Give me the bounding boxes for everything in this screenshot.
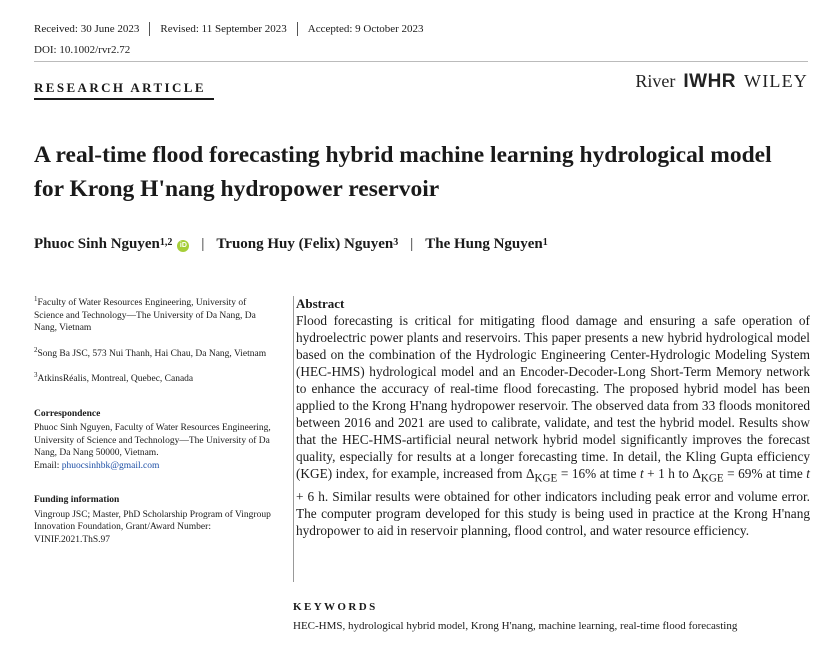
orcid-icon[interactable]: iD xyxy=(177,240,189,252)
river-logo: River xyxy=(635,71,676,91)
correspondence-text: Phuoc Sinh Nguyen, Faculty of Water Resources Engineering, University of Science and Technology—The University of Da Nang, Da Nang 50000, Vietnam. xyxy=(34,423,271,459)
affiliation xyxy=(34,293,276,335)
accepted-date: Accepted: 9 October 2023 xyxy=(307,23,424,35)
affiliation-marker: 1 xyxy=(34,295,38,303)
delta-symbol: Δ xyxy=(525,466,535,481)
received-date: Received: 30 June 2023 xyxy=(34,23,140,35)
author-name[interactable]: Truong Huy (Felix) Nguyen xyxy=(216,236,394,252)
abstract-body xyxy=(296,312,810,539)
time-variable: t xyxy=(639,466,644,481)
doi[interactable]: DOI: 10.1002/rvr2.72 xyxy=(34,44,131,56)
author-affiliation-marker: 3 xyxy=(393,237,399,248)
author-affiliation-marker: 1 xyxy=(542,237,548,248)
funding-heading: Funding information xyxy=(34,495,120,506)
affiliation-text: AtkinsRéalis, Montreal, Quebec, Canada xyxy=(37,374,194,385)
article-type: RESEARCH ARTICLE xyxy=(34,80,206,95)
affiliation xyxy=(34,369,276,386)
keywords-list: HEC-HMS, hydrological hybrid model, Krong H'nang, machine learning, real-time flood forecasting xyxy=(293,620,738,632)
author-affiliation-marker: 1,2 xyxy=(159,237,173,248)
affiliation-marker: 3 xyxy=(34,371,38,380)
abstract-text: + 1 h to xyxy=(643,466,693,481)
article-title: A real-time flood forecasting hybrid machine learning hydrological model for Krong H'nang hydropower reservoir xyxy=(34,142,772,202)
correspondence-email xyxy=(34,460,276,473)
author-separator: | xyxy=(201,236,205,252)
abstract-text: = 69% at time xyxy=(723,466,807,481)
affiliation-marker: 2 xyxy=(34,345,38,354)
revised-date: Revised: 11 September 2023 xyxy=(160,23,287,35)
affiliation xyxy=(34,344,276,361)
author-name[interactable]: The Hung Nguyen xyxy=(425,236,543,252)
wiley-logo: WILEY xyxy=(744,71,808,91)
header-rule xyxy=(34,61,808,62)
date-separator xyxy=(297,22,298,36)
affiliation-text: Faculty of Water Resources Engineering, University of Science and Technology—The University of Da Nang, Da Nang, Vietnam xyxy=(34,298,256,334)
email-link[interactable]: phuocsinhbk@gmail.com xyxy=(61,460,160,471)
abstract-text: + 6 h. Similar results were obtained for other indicators including peak error and volume error. The computer program developed for this study is being used in practice at the Krong H'nang hydropower to aid in reservoir planning, flood control, and water resource efficiency. xyxy=(296,488,810,538)
side-column xyxy=(34,293,276,546)
email-label: Email: xyxy=(34,460,60,471)
correspondence-heading: Correspondence xyxy=(34,408,101,419)
kge-subscript: KGE xyxy=(700,472,724,485)
publication-dates xyxy=(34,22,424,36)
affiliation-text: Song Ba JSC, 573 Nui Thanh, Hai Chau, Da Nang, Vietnam xyxy=(37,348,267,359)
delta-symbol: Δ xyxy=(692,466,701,481)
author-separator: | xyxy=(410,236,414,252)
abstract-heading: Abstract xyxy=(296,296,345,311)
article-type-underline xyxy=(34,98,214,100)
kge-subscript: KGE xyxy=(534,472,558,485)
iwhr-logo: IWHR xyxy=(683,71,737,92)
abstract-text: = 16% at time xyxy=(557,466,640,481)
date-separator xyxy=(149,22,150,36)
keywords-heading: KEYWORDS xyxy=(293,601,378,613)
abstract-rule xyxy=(293,296,294,582)
time-variable: t xyxy=(806,466,810,481)
funding-text: Vingroup JSC; Master, PhD Scholarship Program of Vingroup Innovation Foundation, Grant/Award Number: VINIF.2021.ThS.97 xyxy=(34,509,271,545)
author-name[interactable]: Phuoc Sinh Nguyen xyxy=(34,236,160,252)
abstract-text: Flood forecasting is critical for mitigating flood damage and ensuring a safe operation of hydroelectric power plants and reservoirs. This paper presents a new hybrid hydrological model based on the combination of the Hydrologic Engineering Center-Hydrologic Modeling System (HEC-HMS) hydrological model and an Encoder-Decoder-Long Short-Term Memory network to enhance the accuracy of real-time flood forecasting. The proposed hybrid model has been applied to the Krong H'nang hydropower reservoir. The observed data from 33 floods monitored between 2016 and 2021 are used to calibrate, validate, and test the hybrid model. Results show that the HEC-HMS-artificial neural network hybrid model significantly improves the forecast quality, especially for results at a longer forecasting time. In detail, the Kling Gupta efficiency (KGE) index, for example, increased from xyxy=(296,313,810,481)
publisher-logos xyxy=(635,71,808,93)
author-list xyxy=(34,236,548,253)
